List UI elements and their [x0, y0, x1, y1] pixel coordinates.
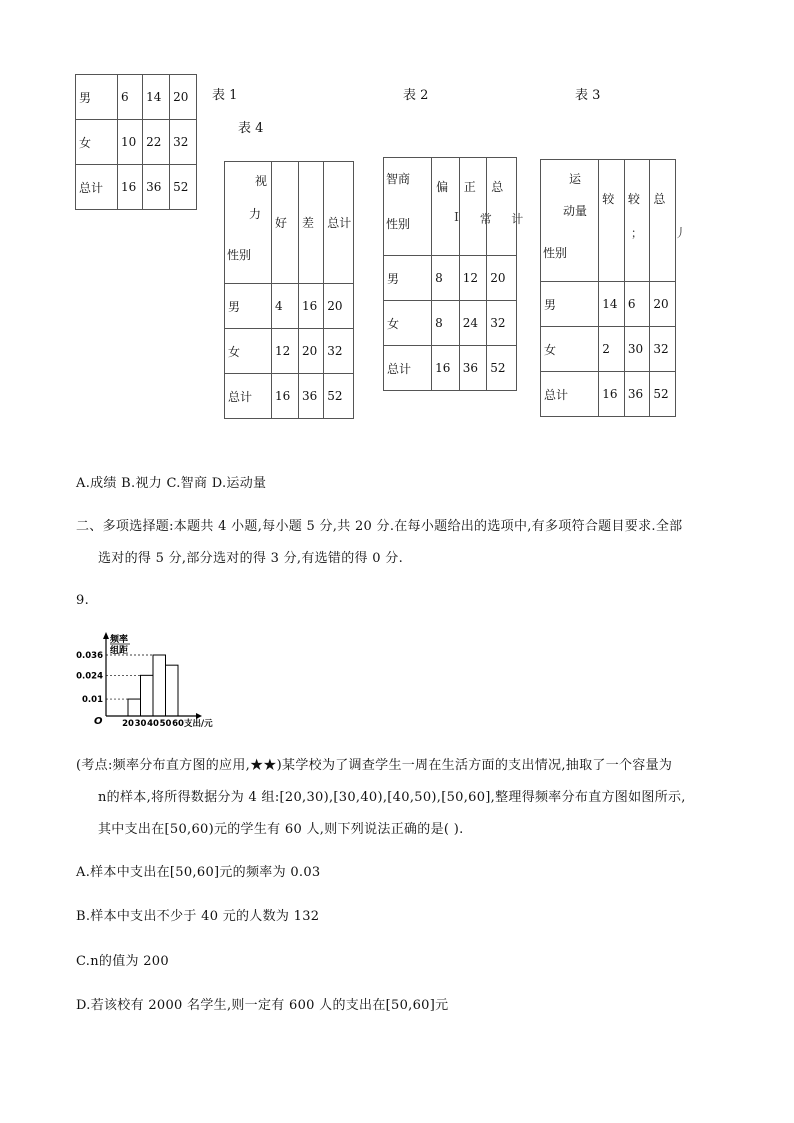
- table-top-cell: 22: [143, 120, 170, 165]
- y-label-top: 频率: [110, 635, 129, 645]
- q9-stem-line2: n的样本,将所得数据分为 4 组:[20,30),[30,40),[40,50),[50,60],整理得频率分布直方图如图所示,: [98, 790, 686, 805]
- table-exercise-cell: 总计: [541, 372, 599, 417]
- table-iq-cell: 20: [487, 256, 517, 301]
- histogram-chart: [76, 625, 246, 735]
- table-vision-header-bottom: 性别: [227, 248, 252, 262]
- table-exercise-col-cell: [599, 160, 625, 282]
- caption-table3: 表 3: [575, 88, 601, 103]
- table-iq-frag: 常: [479, 212, 492, 226]
- table-iq-cell: 女: [384, 301, 432, 346]
- table-top-cell: 36: [143, 165, 170, 210]
- histogram-bar: [128, 699, 141, 716]
- q9-option-a: A.样本中支出在[50,60]元的频率为 0.03: [76, 865, 321, 880]
- table-iq-row: [384, 301, 517, 346]
- section2-line2: 选对的得 5 分,部分选对的得 3 分,有选错的得 0 分.: [98, 551, 404, 566]
- y-tick-label: 0.01: [82, 695, 103, 706]
- table-vision-cell: 52: [324, 374, 354, 419]
- table-exercise-cell: 20: [650, 282, 676, 327]
- table-iq-cell: 16: [432, 346, 460, 391]
- table-iq-cell: 36: [459, 346, 487, 391]
- table-top-cell: 52: [170, 165, 197, 210]
- table-iq-cell: 总计: [384, 346, 432, 391]
- table-top: [75, 74, 197, 210]
- table-vision-header-mid: 力: [249, 207, 262, 221]
- table-vision-cell: 20: [324, 284, 354, 329]
- x-tick-label: 50: [159, 719, 172, 729]
- table-top-cell: 20: [170, 75, 197, 120]
- q9-stem-line1: (考点:频率分布直方图的应用,★★)某学校为了调查学生一周在生活方面的支出情况,抽取了一个容量为: [76, 758, 673, 773]
- table-top-cell: 女: [76, 120, 118, 165]
- table-vision-row: [225, 329, 354, 374]
- table-vision-row: [225, 284, 354, 329]
- table-iq-cell: 32: [487, 301, 517, 346]
- table-vision-cell: 男: [225, 284, 272, 329]
- q9-option-d: D.若该校有 2000 名学生,则一定有 600 人的支出在[50,60]元: [76, 998, 449, 1013]
- table-exercise: [540, 159, 687, 417]
- table-vision: [224, 161, 354, 419]
- table-exercise-col: 较: [602, 192, 615, 206]
- table-exercise-col-cell: [624, 160, 650, 282]
- table-iq-col-cell: [432, 158, 460, 256]
- table-exercise-frag: ；: [630, 226, 643, 240]
- table-vision-col: 好: [272, 162, 299, 284]
- table-iq-cell: 8: [432, 301, 460, 346]
- caption-table1: 表 1: [212, 88, 238, 103]
- y-axis-arrow: [103, 632, 109, 639]
- origin-label: O: [94, 716, 103, 727]
- table-iq-col: 偏: [436, 180, 449, 194]
- table-vision-cell: 16: [272, 374, 299, 419]
- table-vision-cell: 12: [272, 329, 299, 374]
- table-exercise-cell: 32: [650, 327, 676, 372]
- table-vision-cell: 4: [272, 284, 299, 329]
- table-exercise-row: [541, 327, 676, 372]
- table-iq-row: [384, 256, 517, 301]
- table-top-cell: 16: [118, 165, 143, 210]
- table-top-cell: 总计: [76, 165, 118, 210]
- table-iq-frag: 计: [511, 212, 524, 226]
- table-vision-cell: 36: [298, 374, 323, 419]
- table-vision-cell: 总计: [225, 374, 272, 419]
- caption-table2: 表 2: [403, 88, 429, 103]
- y-tick-label: 0.036: [76, 651, 103, 661]
- q8-options: A.成绩 B.视力 C.智商 D.运动量: [76, 476, 267, 491]
- table-iq-col: 正: [463, 180, 476, 194]
- table-top-cell: 男: [76, 75, 118, 120]
- caption-table4: 表 4: [238, 121, 264, 136]
- table-vision-col: 总计: [324, 162, 354, 284]
- q9-option-b: B.样本中支出不少于 40 元的人数为 132: [76, 909, 320, 924]
- x-tick-label: 60: [172, 719, 184, 729]
- table-iq-cell: 24: [459, 301, 487, 346]
- table-vision-cell: 32: [324, 329, 354, 374]
- table-exercise-cell: 30: [624, 327, 650, 372]
- table-vision-cell: 20: [298, 329, 323, 374]
- table-vision-header-cell: [225, 162, 272, 284]
- histogram-bar: [141, 675, 154, 716]
- table-exercise-cell: 16: [599, 372, 625, 417]
- table-iq-cell: 52: [487, 346, 517, 391]
- y-tick-label: 0.024: [76, 671, 103, 682]
- table-iq: [383, 157, 524, 391]
- table-top-cell: 6: [118, 75, 143, 120]
- table-iq-col-cell: [487, 158, 524, 256]
- table-iq-frag: I: [454, 210, 459, 224]
- table-top-row: [76, 165, 197, 210]
- x-tick-label: 40: [147, 719, 159, 729]
- histogram-bar: [153, 655, 166, 716]
- table-exercise-header-top: 运: [569, 172, 582, 186]
- table-exercise-cell: 2: [599, 327, 625, 372]
- table-top-row: [76, 75, 197, 120]
- table-exercise-header-mid: 动量: [563, 204, 588, 218]
- y-label-bottom: 组距: [110, 646, 129, 656]
- histogram-bar: [166, 665, 179, 716]
- table-vision-cell: 女: [225, 329, 272, 374]
- table-exercise-cell: 男: [541, 282, 599, 327]
- table-vision-cell: 16: [298, 284, 323, 329]
- table-exercise-cell: 女: [541, 327, 599, 372]
- table-exercise-header-bottom: 性别: [543, 246, 568, 260]
- table-exercise-col: 总: [653, 192, 666, 206]
- table-exercise-cell: 14: [599, 282, 625, 327]
- q9-number: 9.: [76, 593, 90, 608]
- table-exercise-header-cell: [541, 160, 599, 282]
- table-iq-cell: 男: [384, 256, 432, 301]
- table-exercise-row: [541, 282, 676, 327]
- table-exercise-cell: 6: [624, 282, 650, 327]
- q9-stem-line3: 其中支出在[50,60)元的学生有 60 人,则下列说法正确的是( ).: [98, 822, 464, 837]
- table-iq-col-cell: [459, 158, 492, 256]
- table-iq-col: 总: [491, 180, 504, 194]
- table-iq-header-bottom: 性别: [386, 217, 411, 231]
- table-top-cell: 10: [118, 120, 143, 165]
- table-vision-header-top: 视: [255, 174, 268, 188]
- table-iq-row: [384, 346, 517, 391]
- table-exercise-frag: 丿: [674, 226, 687, 240]
- table-vision-col: 差: [298, 162, 323, 284]
- table-exercise-cell: 52: [650, 372, 676, 417]
- table-top-cell: 32: [170, 120, 197, 165]
- section2-line1: 二、多项选择题:本题共 4 小题,每小题 5 分,共 20 分.在每小题给出的选项中,有多项符合题目要求.全部: [76, 519, 683, 534]
- table-exercise-col-cell: [650, 160, 687, 282]
- table-exercise-col: 较: [627, 192, 640, 206]
- table-exercise-cell: 36: [624, 372, 650, 417]
- q9-option-c: C.n的值为 200: [76, 954, 169, 969]
- table-top-cell: 14: [143, 75, 170, 120]
- table-exercise-row: [541, 372, 676, 417]
- table-top-row: [76, 120, 197, 165]
- table-iq-header-top: 智商: [386, 172, 411, 186]
- table-iq-cell: 8: [432, 256, 460, 301]
- table-iq-header-cell: [384, 158, 432, 256]
- x-tick-label: 30: [134, 719, 147, 729]
- x-axis-label: 支出/元: [184, 719, 213, 729]
- table-iq-cell: 12: [459, 256, 487, 301]
- table-vision-row: [225, 374, 354, 419]
- x-tick-label: 20: [122, 719, 134, 729]
